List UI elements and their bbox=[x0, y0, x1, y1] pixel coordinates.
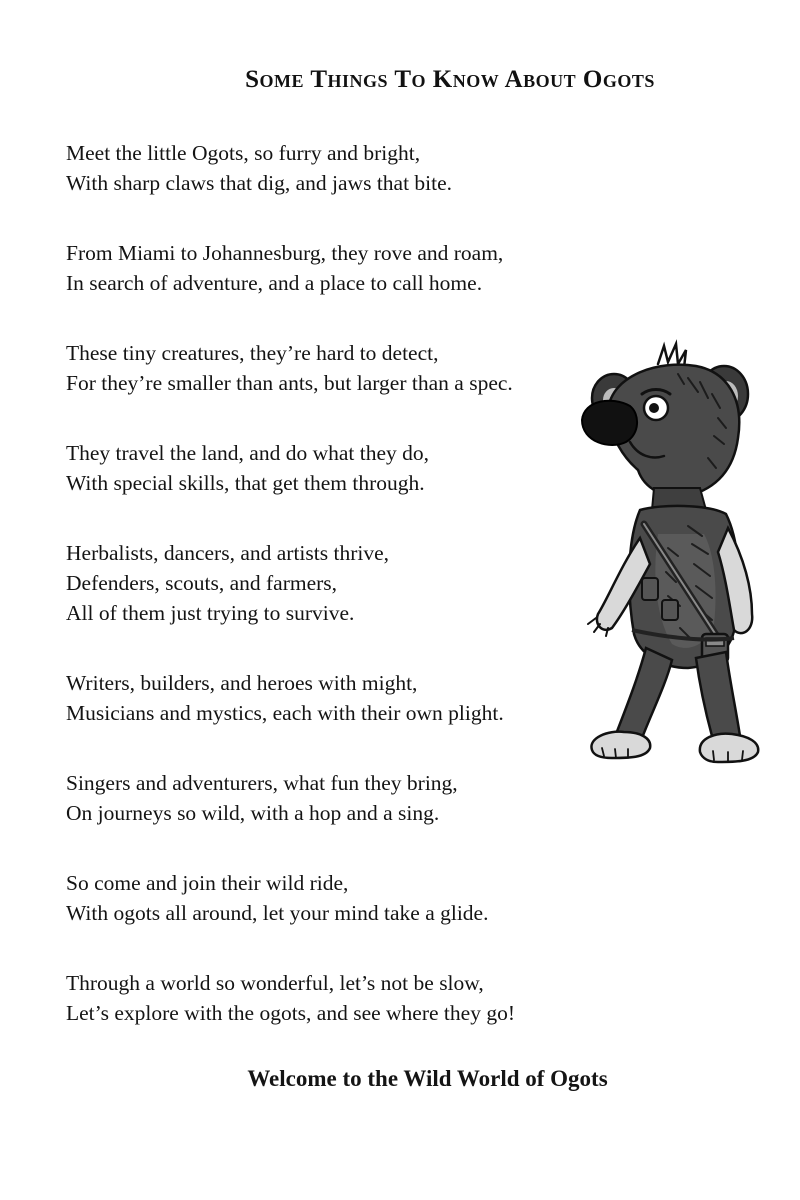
poem-line: Through a world so wonderful, let’s not be slow, bbox=[66, 971, 484, 995]
stanza-6 bbox=[66, 668, 626, 728]
stanza-1 bbox=[66, 138, 626, 198]
poem-line: These tiny creatures, they’re hard to detect, bbox=[66, 341, 439, 365]
closing-line: Welcome to the Wild World of Ogots bbox=[247, 1066, 608, 1091]
poem-line: Musicians and mystics, each with their own plight. bbox=[66, 701, 504, 725]
poem-line: Meet the little Ogots, so furry and bright, bbox=[66, 141, 421, 165]
poem-line: With special skills, that get them through. bbox=[66, 471, 425, 495]
poem-line: Writers, builders, and heroes with might, bbox=[66, 671, 418, 695]
stanza-9 bbox=[66, 968, 626, 1028]
stanza-3 bbox=[66, 338, 626, 398]
ogot-illustration bbox=[568, 338, 768, 778]
poem-line: With ogots all around, let your mind take a glide. bbox=[66, 901, 489, 925]
poem-line: On journeys so wild, with a hop and a sing. bbox=[66, 801, 440, 825]
stanza-4 bbox=[66, 438, 626, 498]
ogot-right-leg bbox=[696, 652, 740, 736]
ogot-left-foot bbox=[591, 732, 650, 758]
stanza-7 bbox=[66, 768, 626, 828]
poem-line: All of them just trying to survive. bbox=[66, 601, 355, 625]
poem-line: They travel the land, and do what they do, bbox=[66, 441, 430, 465]
poem-line: So come and join their wild ride, bbox=[66, 871, 349, 895]
poem-line: From Miami to Johannesburg, they rove and roam, bbox=[66, 241, 504, 265]
stanza-8 bbox=[66, 868, 626, 928]
poem-line: Let’s explore with the ogots, and see where they go! bbox=[66, 1001, 515, 1025]
poem-line: Herbalists, dancers, and artists thrive, bbox=[66, 541, 390, 565]
poem-body bbox=[66, 138, 626, 1068]
poem-line: Singers and adventurers, what fun they bring, bbox=[66, 771, 458, 795]
stanza-5 bbox=[66, 538, 626, 628]
ogot-nose bbox=[582, 401, 637, 445]
ogot-right-foot bbox=[700, 734, 758, 762]
poem-line: Defenders, scouts, and farmers, bbox=[66, 571, 338, 595]
poem-line: For they’re smaller than ants, but larger than a spec. bbox=[66, 371, 513, 395]
poem-line: With sharp claws that dig, and jaws that bite. bbox=[66, 171, 453, 195]
page-title: Some Things To Know About Ogots bbox=[245, 66, 655, 93]
stanza-2 bbox=[66, 238, 626, 298]
poem-line: In search of adventure, and a place to call home. bbox=[66, 271, 483, 295]
ogot-left-leg bbox=[616, 648, 672, 738]
